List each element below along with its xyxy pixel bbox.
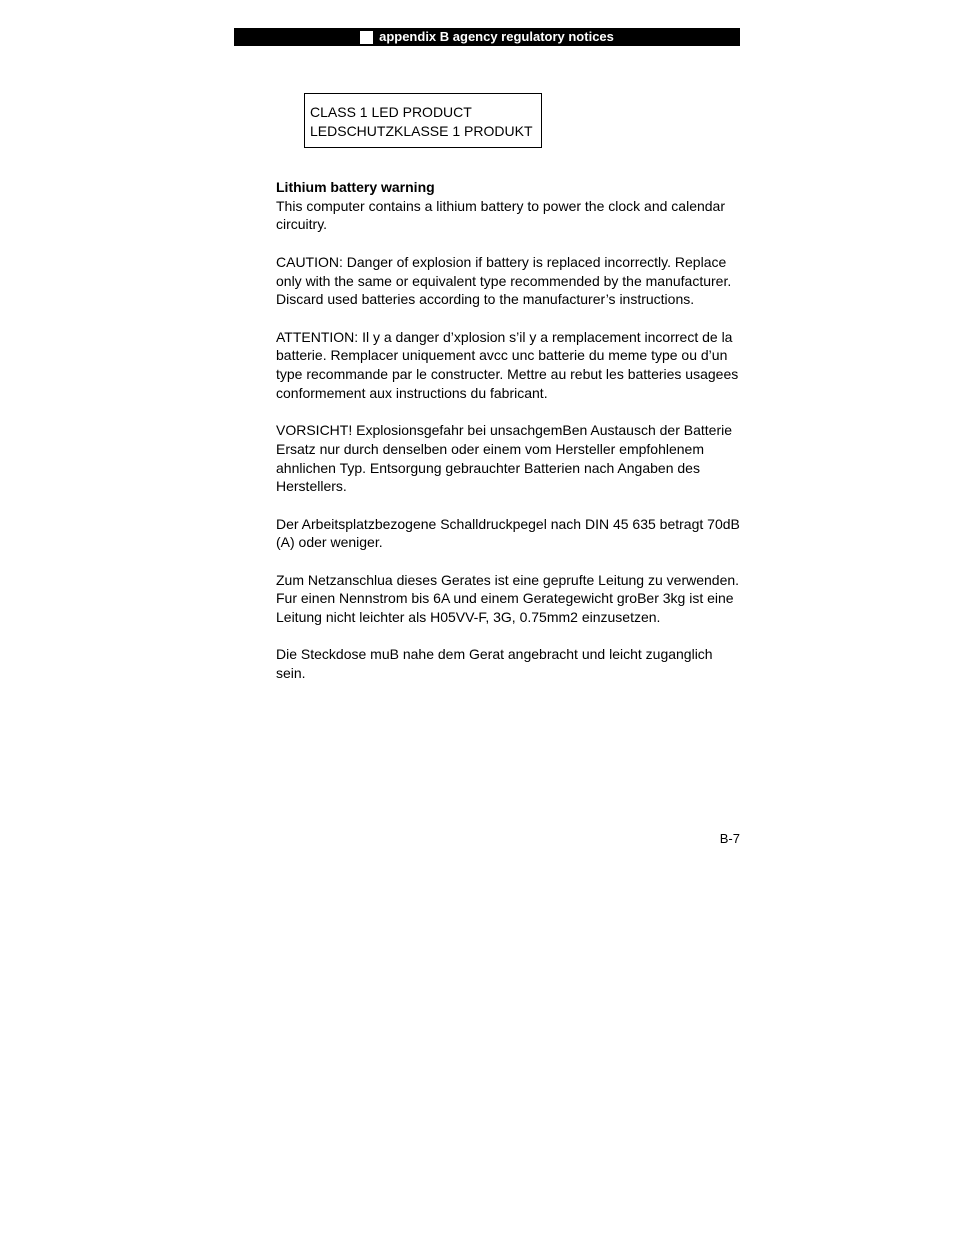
paragraph-steckdose: Die Steckdose muB nahe dem Gerat angebracht und leicht zuganglich sein. [276,646,713,682]
paragraph-caution: CAUTION: Danger of explosion if battery is replaced incorrectly. Replace only with the same or equivalent type recommended by the manufacturer. Discard used batteries according to the manufacturer’s instructions. [276,253,732,308]
label-line-english: CLASS 1 LED PRODUCT [310,104,472,120]
paragraph-netzanschluss: Zum Netzanschlua dieses Gerates ist eine geprufte Leitung zu verwenden. Fur einen Nennstrom bis 6A und einem Gerategewicht groBer 3kg ist eine Leitung nicht leichter als H05VV-F, 3G, 0.75mm2 einzusetzen. [276,571,740,626]
main-content [276,178,746,702]
header-title: appendix B agency regulatory notices [379,29,614,44]
page-header-bar [234,28,740,46]
paragraph-attention: ATTENTION: Il y a danger d’xplosion s’il y a remplacement incorrect de la batterie. Remplacer uniquement avcc unc batterie du meme type ou d’un type recommande par le constructer. Mettre au rebut les batteries usagees conformement aux instructions du fabricant. [276,328,739,401]
page-number: B-7 [719,831,740,846]
header-square-marker [360,31,373,44]
led-product-label-box [304,93,542,148]
paragraph-schalldruckpegel: Der Arbeitsplatzbezogene Schalldruckpegel nach DIN 45 635 betragt 70dB (A) oder weniger. [276,515,740,551]
label-line-german: LEDSCHUTZKLASSE 1 PRODUKT [310,123,533,139]
paragraph-intro: This computer contains a lithium battery to power the clock and calendar circuitry. [276,197,726,233]
paragraph-vorsicht: VORSICHT! Explosionsgefahr bei unsachgemBen Austausch der Batterie Ersatz nur durch denselben oder einem vom Hersteller empfohlenem ahnlichen Typ. Entsorgung gebrauchter Batterien nach Angaben des Herstellers. [276,422,733,495]
section-title: Lithium battery warning [276,179,435,195]
